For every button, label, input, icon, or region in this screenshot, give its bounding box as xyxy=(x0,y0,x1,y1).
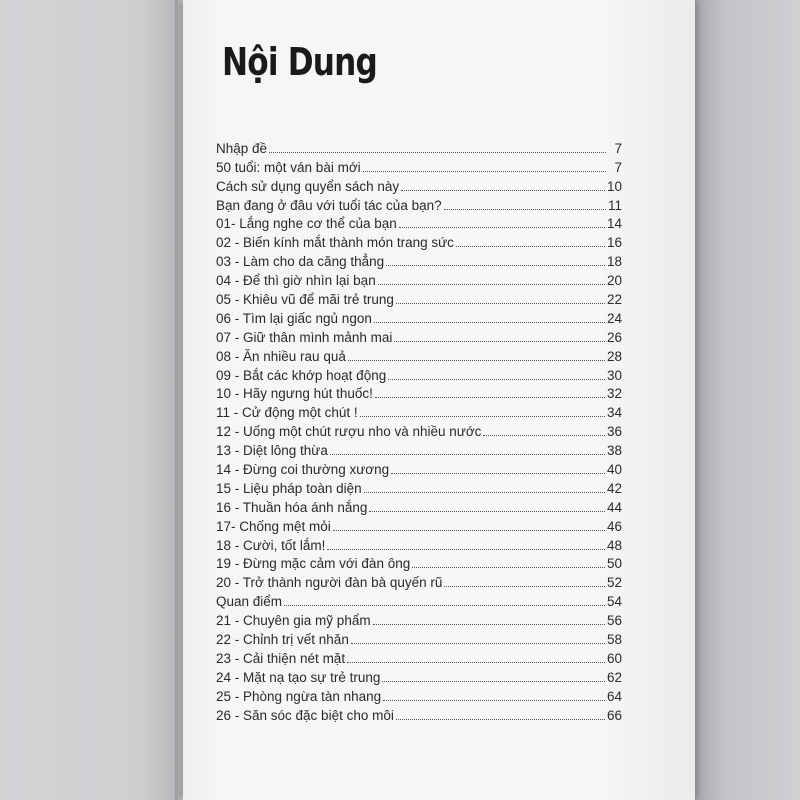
toc-entry xyxy=(216,534,622,553)
toc-entry-title: 11 - Cử động một chút ! xyxy=(216,405,358,421)
toc-entry-title: 02 - Biến kính mắt thành món trang sức xyxy=(216,235,454,251)
toc-entry-page-number: 54 xyxy=(606,594,622,610)
toc-entry-title: 50 tuổi: một ván bài mới xyxy=(216,159,361,175)
toc-entry-page-number: 46 xyxy=(606,518,622,534)
toc-entry-page-number: 52 xyxy=(606,575,622,591)
toc-entry xyxy=(216,231,622,250)
toc-entry-title: 14 - Đừng coi thường xương xyxy=(216,462,390,478)
toc-entry xyxy=(216,401,622,420)
toc-entry-title: 01- Lắng nghe cơ thể của bạn xyxy=(216,216,397,232)
toc-entry xyxy=(216,704,622,723)
toc-entry-page-number: 42 xyxy=(606,480,622,496)
toc-entry-title: 07 - Giữ thân mình mảnh mai xyxy=(216,329,393,345)
toc-entry xyxy=(216,345,622,364)
toc-entry xyxy=(216,666,622,685)
toc-entry xyxy=(216,439,622,458)
toc-entry xyxy=(216,156,622,175)
dot-leader xyxy=(391,473,605,474)
toc-entry-page-number: 11 xyxy=(607,197,622,213)
dot-leader xyxy=(386,265,605,266)
toc-entry-page-number: 38 xyxy=(606,443,622,459)
toc-entry-page-number: 50 xyxy=(606,556,622,572)
toc-entry-page-number: 10 xyxy=(606,178,622,194)
toc-entry-title: 08 - Ăn nhiều rau quả xyxy=(216,348,346,364)
toc-entry-page-number: 60 xyxy=(606,650,622,666)
toc-entry-page-number: 20 xyxy=(606,273,622,289)
toc-entry-page-number: 56 xyxy=(606,613,622,629)
toc-entry xyxy=(216,420,622,439)
toc-entry-title: 20 - Trở thành người đàn bà quyến rũ xyxy=(216,575,443,591)
toc-entry xyxy=(216,628,622,647)
toc-entry xyxy=(216,383,622,402)
toc-entry-page-number: 22 xyxy=(606,292,622,308)
toc-entry xyxy=(216,458,622,477)
dot-leader xyxy=(456,246,605,247)
toc-entry-title: Cách sử dụng quyển sách này xyxy=(216,178,400,194)
dot-leader xyxy=(383,700,605,701)
toc-entry-page-number: 66 xyxy=(606,707,622,723)
toc-entry-title: 09 - Bắt các khớp hoạt động xyxy=(216,367,387,383)
toc-entry-page-number: 58 xyxy=(606,632,622,648)
toc-entry xyxy=(216,590,622,609)
toc-entry-title: 04 - Để thì giờ nhìn lại bạn xyxy=(216,273,376,289)
dot-leader xyxy=(375,397,605,398)
page-spine-edge xyxy=(175,0,183,800)
dot-leader xyxy=(284,605,605,606)
toc-entry-title: 19 - Đừng mặc cảm với đàn ông xyxy=(216,556,411,572)
page-title: Nội Dung xyxy=(222,40,377,84)
toc-entry xyxy=(216,213,622,232)
dot-leader xyxy=(330,454,605,455)
toc-entry-title: 21 - Chuyên gia mỹ phẩm xyxy=(216,613,371,629)
toc-entry-page-number: 28 xyxy=(606,348,622,364)
toc-entry-title: 12 - Uống một chút rượu nho và nhiều nước xyxy=(216,424,482,440)
toc-entry-page-number: 7 xyxy=(614,140,622,156)
dot-leader xyxy=(394,341,605,342)
dot-leader xyxy=(483,435,605,436)
toc-entry-title: Bạn đang ở đâu với tuổi tác của bạn? xyxy=(216,197,442,213)
toc-entry xyxy=(216,269,622,288)
toc-entry-page-number: 48 xyxy=(606,537,622,553)
dot-leader xyxy=(269,152,606,153)
toc-entry-title: 22 - Chỉnh trị vết nhăn xyxy=(216,632,349,648)
dot-leader xyxy=(396,303,605,304)
toc-entry-title: 06 - Tìm lại giấc ngủ ngon xyxy=(216,310,372,326)
toc-entry-page-number: 64 xyxy=(606,688,622,704)
toc-entry-title: 26 - Săn sóc đặc biệt cho môi xyxy=(216,707,394,723)
toc-entry-page-number: 40 xyxy=(606,462,622,478)
toc-entry-title: 03 - Làm cho da căng thẳng xyxy=(216,254,385,270)
dot-leader xyxy=(347,662,605,663)
toc-entry-title: 15 - Liệu pháp toàn diện xyxy=(216,480,362,496)
dot-leader xyxy=(412,567,605,568)
toc-entry-title: 05 - Khiêu vũ để mãi trẻ trung xyxy=(216,292,394,308)
toc-entry-page-number: 24 xyxy=(606,310,622,326)
dot-leader xyxy=(388,379,605,380)
dot-leader xyxy=(382,681,605,682)
toc-entry xyxy=(216,326,622,345)
dot-leader xyxy=(369,511,605,512)
toc-entry-page-number: 62 xyxy=(606,669,622,685)
dot-leader xyxy=(399,227,605,228)
toc-entry xyxy=(216,307,622,326)
toc-entry xyxy=(216,609,622,628)
toc-entry xyxy=(216,477,622,496)
toc-entry xyxy=(216,175,622,194)
toc-entry-page-number: 44 xyxy=(606,499,622,515)
toc-entry-title: Quan điểm xyxy=(216,594,283,610)
toc-entry-title: 16 - Thuần hóa ánh nắng xyxy=(216,499,368,515)
toc-entry-title: 13 - Diệt lông thừa xyxy=(216,443,328,459)
toc-entry-page-number: 14 xyxy=(606,216,622,232)
dot-leader xyxy=(373,624,605,625)
dot-leader xyxy=(348,360,605,361)
background-right xyxy=(695,0,800,800)
toc-entry-title: 25 - Phòng ngừa tàn nhang xyxy=(216,688,382,704)
toc-entry-page-number: 36 xyxy=(606,424,622,440)
dot-leader xyxy=(360,416,605,417)
toc-entry xyxy=(216,571,622,590)
toc-entry-title: 18 - Cười, tốt lắm! xyxy=(216,537,326,553)
toc-entry-page-number: 7 xyxy=(614,159,622,175)
dot-leader xyxy=(327,549,605,550)
toc-entry xyxy=(216,250,622,269)
toc-entry-page-number: 32 xyxy=(606,386,622,402)
toc-entry-title: 23 - Cải thiện nét mặt xyxy=(216,650,346,666)
toc-entry-title: 17- Chống mệt mỏi xyxy=(216,518,331,534)
toc-entry xyxy=(216,685,622,704)
toc-entry xyxy=(216,515,622,534)
dot-leader xyxy=(363,171,606,172)
toc-entry xyxy=(216,194,622,213)
background-left xyxy=(0,0,175,800)
toc-entry-title: 10 - Hãy ngưng hút thuốc! xyxy=(216,386,373,402)
toc-entry xyxy=(216,364,622,383)
toc-entry xyxy=(216,137,622,156)
table-of-contents xyxy=(216,137,622,723)
dot-leader xyxy=(364,492,605,493)
dot-leader xyxy=(351,643,605,644)
dot-leader xyxy=(444,209,606,210)
toc-entry-page-number: 16 xyxy=(606,235,622,251)
dot-leader xyxy=(374,322,605,323)
dot-leader xyxy=(401,190,605,191)
toc-entry-title: 24 - Mặt nạ tạo sự trẻ trung xyxy=(216,669,381,685)
dot-leader xyxy=(444,586,605,587)
toc-entry-page-number: 26 xyxy=(606,329,622,345)
dot-leader xyxy=(333,530,605,531)
toc-entry xyxy=(216,647,622,666)
toc-entry-page-number: 30 xyxy=(606,367,622,383)
toc-entry xyxy=(216,553,622,572)
toc-entry xyxy=(216,288,622,307)
toc-entry-page-number: 34 xyxy=(606,405,622,421)
toc-entry xyxy=(216,496,622,515)
toc-entry-page-number: 18 xyxy=(606,254,622,270)
toc-entry-title: Nhập đề xyxy=(216,140,268,156)
dot-leader xyxy=(378,284,605,285)
dot-leader xyxy=(396,719,605,720)
